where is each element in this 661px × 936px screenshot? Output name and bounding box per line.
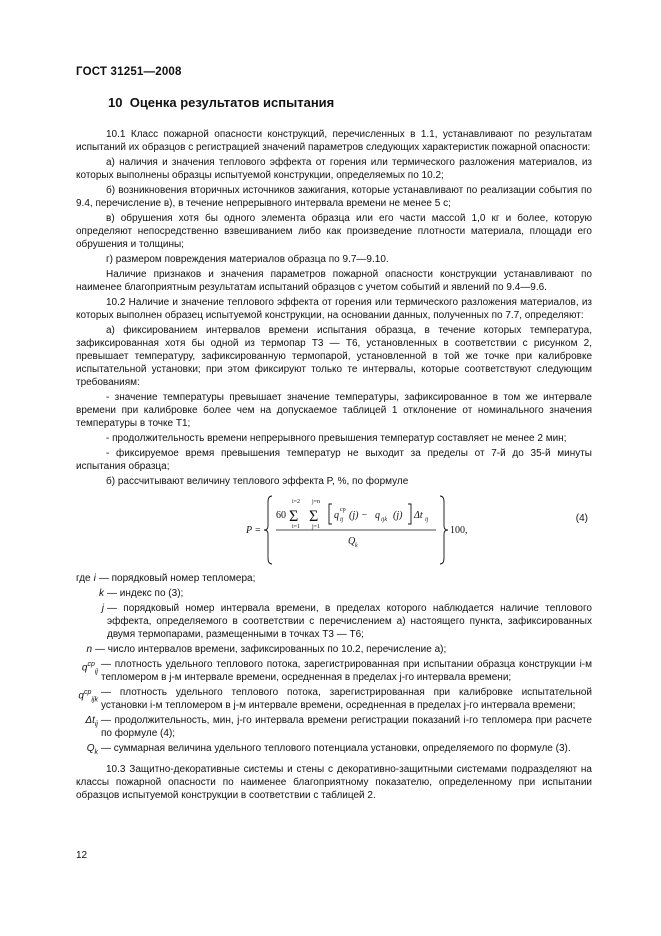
paragraph-10-1: 10.1 Класс пожарной опасности конструкций, перечисленных в 1.1, устанавливают по результатам испытаний их образцов с регистрацией значений параметров следующих характеристик пожарной опасности: bbox=[76, 129, 592, 153]
left-bracket bbox=[329, 504, 332, 524]
legend-item bbox=[76, 587, 592, 600]
document-header: ГОСТ 31251—2008 bbox=[76, 66, 182, 78]
formula-q1: q bbox=[334, 510, 339, 521]
legend-text: — плотность удельного теплового потока, зарегистрированная при калибровке испытательной установки i-м тепломером в j-м интервале времени, осредненная в пределах j-го интервала времени; bbox=[101, 687, 592, 711]
formula-number: (4) bbox=[575, 513, 588, 524]
formula-arg2: (j) bbox=[393, 510, 403, 521]
document-body bbox=[76, 128, 592, 804]
legend-item bbox=[76, 742, 592, 759]
legend-symbol-sub: ij bbox=[94, 668, 98, 676]
legend-symbol: q bbox=[81, 662, 88, 674]
legend-text: — продолжительность, мин, j-го интервала времени регистрации показаний i-го тепломера при расчете по формуле (4); bbox=[101, 715, 592, 739]
sum-j-top: j=n bbox=[312, 499, 321, 505]
sum-j-symbol: Σ bbox=[309, 508, 319, 525]
formula-dt-sub: ij bbox=[425, 517, 429, 523]
legend-symbol: q bbox=[78, 690, 84, 702]
legend-text: — плотность удельного теплового потока, зарегистрированная при испытании образца конструкции i-м тепломером в j-м интервале времени, осредненная в пределах j-го интервала времени; bbox=[101, 659, 592, 683]
legend-symbol-sup: ср bbox=[87, 661, 95, 668]
legend-symbol-sup: ср bbox=[83, 689, 92, 696]
formula-denominator-sub: k bbox=[355, 543, 358, 549]
legend-symbol: Q bbox=[86, 743, 95, 754]
legend-text: — порядковый номер тепломера; bbox=[98, 573, 256, 584]
legend-symbol-sub: ij bbox=[94, 721, 98, 728]
page-number: 12 bbox=[76, 850, 88, 861]
formula-q1-sub: ij bbox=[340, 517, 344, 523]
item-10-2-a: а) фиксированием интервалов времени испытания образца, в течение которых температура, зафиксированная хотя бы одной из термопар Т3 — Т6, установленных в соответствии с рисунком 2, превышает температуру, зафиксированную термопарой, установленной в той же точке при калибровке испытательной установки; при этом фиксируют только те интервалы, которые соответствуют следующим требованиям: bbox=[76, 325, 592, 388]
right-bracket bbox=[408, 504, 411, 524]
legend-where: где bbox=[76, 573, 91, 584]
item-10-2-b: б) рассчитывают величину теплового эффекта P, %, по формуле bbox=[106, 476, 409, 487]
dash-item-3: - фиксируемое время превышения температур не выходит за пределы от 7-й до 35-й минуты испытания образца; bbox=[76, 448, 592, 472]
section-title-text: Оценка результатов испытания bbox=[129, 95, 335, 110]
sum-j-bottom: j=1 bbox=[312, 524, 321, 530]
formula-denominator: Q bbox=[348, 536, 356, 547]
item-10-1-g: г) размером повреждения материалов образца по 9.7—9.10. bbox=[106, 254, 389, 265]
legend-text: — индекс по (3); bbox=[107, 588, 184, 599]
item-10-1-a: а) наличия и значения теплового эффекта от горения или термического разложения материалов, из которых выполнены образцы испытуемой конструкции, определяемых по 10.2; bbox=[76, 157, 592, 181]
legend-text: — суммарная величина удельного теплового потенциала установки, определяемого по формуле (3). bbox=[101, 743, 571, 754]
formula-rhs: 100, bbox=[450, 525, 468, 536]
paragraph-10-1-end: Наличие признаков и значения параметров пожарной опасности конструкции устанавливают по наименее благоприятным результатам испытаний образцов с учетом событий и явлений по 9.4—9.6. bbox=[76, 269, 592, 293]
section-title bbox=[108, 95, 334, 110]
dash-item-1: - значение температуры превышает значение температуры, зафиксированное в том же интервале времени при калибровке более чем на допускаемое таблицей 1 отклонение от номинального значения температуры в точке Т1; bbox=[76, 392, 592, 429]
legend-symbol: j bbox=[101, 603, 104, 614]
legend-item bbox=[76, 658, 592, 684]
legend-symbol: Δt bbox=[85, 715, 95, 726]
sum-i-bottom: i=1 bbox=[292, 524, 301, 530]
legend-symbol: n bbox=[86, 644, 92, 655]
formula-coef: 60 bbox=[276, 510, 286, 521]
dash-item-2: - продолжительность времени непрерывного превышения температур составляет не менее 2 мин; bbox=[106, 433, 567, 444]
sum-i-top: i=2 bbox=[292, 499, 301, 505]
left-brace bbox=[264, 496, 272, 564]
legend-item bbox=[76, 643, 592, 656]
formula-dt: Δt bbox=[414, 510, 423, 521]
formula-q1-sup: ср bbox=[340, 507, 346, 513]
paragraph-10-2: 10.2 Наличие и значение теплового эффекта от горения или термического разложения материалов, из которых выполнен образец испытуемой конструкции, на основании данных, полученных по 7.7, определяют: bbox=[76, 297, 592, 321]
sum-i-symbol: Σ bbox=[289, 508, 299, 525]
formula-svg bbox=[236, 492, 506, 568]
paragraph-10-3: 10.3 Защитно-декоративные системы и стены с декоративно-защитными системами подразделяют на классы пожарной опасности по наименее благоприятному показателю, определенному при испытании образцов испытуемой конструкции в соответствии с таблицей 2. bbox=[76, 764, 592, 801]
legend-symbol: i bbox=[93, 573, 96, 584]
item-10-1-b: б) возникновения вторичных источников зажигания, которые устанавливают по реализации события по 9.4, перечисление в), в течение непрерывного интервала времени не менее 5 с; bbox=[76, 185, 592, 209]
formula-lhs: P = bbox=[246, 525, 262, 536]
legend-symbol-sub: k bbox=[94, 749, 98, 756]
section-number: 10 bbox=[108, 95, 123, 110]
legend-symbol-sub: ijk bbox=[91, 696, 98, 704]
legend-item bbox=[76, 572, 592, 585]
legend-text: — число интервалов времени, зафиксированных по 10.2, перечисление а); bbox=[95, 644, 447, 655]
legend-text: — порядковый номер интервала времени, в пределах которого наблюдается наличие теплового эффекта, определяемого в соответствии с перечислением а) настоящего пункта, зафиксированных двумя термопарами, размещенными в точках Т3 — Т6; bbox=[107, 603, 592, 640]
legend-symbol: k bbox=[99, 588, 104, 599]
legend-item bbox=[76, 686, 592, 712]
formula-4 bbox=[76, 492, 592, 568]
legend-item bbox=[76, 714, 592, 740]
legend-item bbox=[76, 602, 592, 641]
formula-q2-sub: ijk bbox=[381, 517, 387, 523]
item-10-1-v: в) обрушения хотя бы одного элемента образца или его части массой 1,0 кг и более, которую определяют непосредственно взвешиванием либо как произведение плотности материала, площади его обрушения и толщины; bbox=[76, 213, 592, 250]
right-brace bbox=[440, 496, 448, 564]
formula-arg1: (j) − bbox=[349, 510, 368, 521]
formula-legend bbox=[76, 572, 592, 759]
formula-q2: q bbox=[375, 510, 380, 521]
